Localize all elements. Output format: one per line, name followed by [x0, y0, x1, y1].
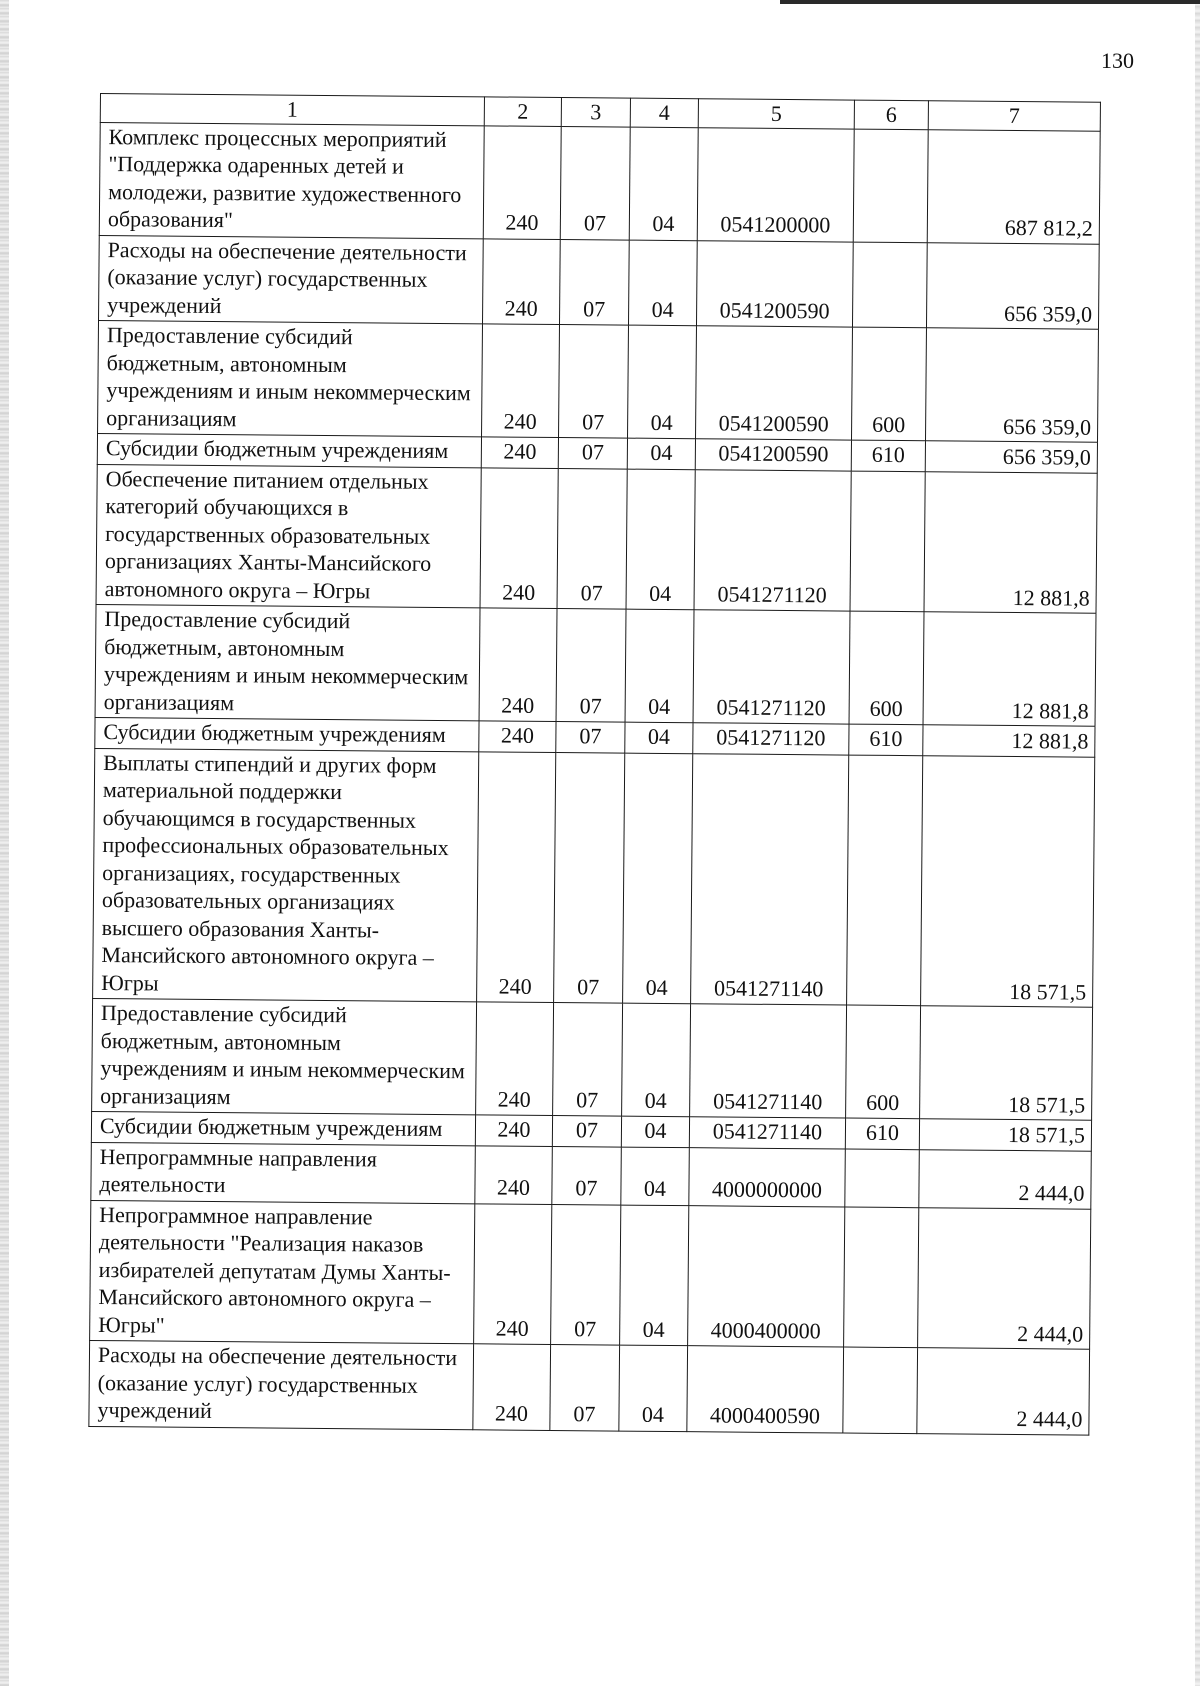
item-name: Субсидии бюджетным учреждениям: [95, 717, 479, 751]
amount-cell: 2 444,0: [917, 1348, 1090, 1435]
code-cell: 240: [479, 721, 556, 752]
code-cell: 240: [474, 1203, 552, 1344]
expense-type-cell: [843, 1347, 918, 1433]
code-cell: 240: [482, 324, 560, 438]
target-article-cell: 0541200000: [697, 127, 854, 241]
table-row: [89, 1340, 1090, 1434]
table-row: [93, 748, 1095, 1007]
item-name: Субсидии бюджетным учреждениям: [97, 433, 481, 467]
section-cell: 07: [550, 1344, 620, 1430]
section-cell: 07: [557, 468, 627, 609]
item-name: Предоставление субсидий бюджетным, автономным учреждениям и иным некоммерческим организациям: [98, 320, 483, 436]
expense-type-cell: [853, 129, 928, 243]
amount-cell: 12 881,8: [923, 725, 1095, 757]
subsection-cell: 04: [629, 127, 698, 241]
subsection-cell: 04: [625, 609, 694, 723]
code-cell: 240: [481, 437, 558, 468]
code-cell: 240: [477, 751, 556, 1002]
subsection-cell: 04: [620, 1205, 689, 1346]
section-cell: 07: [556, 609, 626, 723]
amount-cell: 656 359,0: [925, 441, 1097, 473]
subsection-cell: 04: [621, 1147, 690, 1206]
budget-table: [88, 93, 1101, 1435]
section-cell: 07: [560, 126, 630, 240]
section-cell: 07: [559, 325, 629, 439]
amount-cell: 18 571,5: [920, 1006, 1093, 1120]
table-row: [98, 320, 1099, 442]
target-article-cell: 4000000000: [689, 1147, 846, 1206]
item-name: Комплекс процессных мероприятий "Поддержка одаренных детей и молодежи, развитие художественного образования": [99, 122, 484, 238]
section-cell: 07: [559, 239, 629, 325]
target-article-cell: 0541271140: [689, 1117, 845, 1149]
column-header: 7: [928, 101, 1100, 131]
target-article-cell: 0541200590: [696, 240, 853, 327]
column-header: 6: [854, 100, 928, 129]
expense-type-cell: 600: [846, 1005, 921, 1119]
expense-type-cell: [852, 242, 927, 328]
subsection-cell: 04: [622, 1003, 691, 1117]
section-cell: 07: [552, 1146, 622, 1205]
column-header: 3: [561, 98, 630, 127]
subsection-cell: 04: [625, 722, 693, 753]
target-article-cell: 0541200590: [695, 439, 851, 471]
target-article-cell: 0541271120: [694, 469, 851, 611]
table-row: [99, 122, 1100, 244]
item-name: Предоставление субсидий бюджетным, автономным учреждениям и иным некоммерческим организациям: [95, 604, 480, 720]
amount-cell: 687 812,2: [927, 129, 1100, 243]
expense-type-cell: [850, 471, 925, 612]
code-cell: 240: [480, 467, 558, 608]
section-cell: 07: [551, 1204, 621, 1345]
code-cell: 240: [483, 125, 561, 239]
section-cell: 07: [552, 1115, 621, 1146]
item-name: Непрограммное направление деятельности "Реализация наказов избирателей депутатам Думы Ханты-Мансийского автономного округа – Югры": [90, 1200, 475, 1344]
subsection-cell: 04: [623, 753, 693, 1004]
subsection-cell: 04: [621, 1116, 689, 1147]
code-cell: 240: [475, 1145, 553, 1204]
target-article-cell: 0541271140: [690, 1004, 847, 1118]
item-name: Расходы на обеспечение деятельности (оказание услуг) государственных учреждений: [99, 235, 484, 324]
code-cell: 240: [475, 1115, 552, 1146]
scan-edge-top: [780, 0, 1200, 4]
column-header: 5: [698, 99, 854, 129]
expense-type-cell: [844, 1207, 919, 1348]
amount-cell: 656 359,0: [926, 242, 1099, 329]
subsection-cell: 04: [619, 1345, 688, 1431]
section-cell: 07: [558, 438, 627, 469]
page-number: 130: [1101, 48, 1134, 73]
target-article-cell: 0541271120: [693, 610, 850, 724]
code-cell: 240: [479, 608, 557, 722]
amount-cell: 12 881,8: [924, 471, 1097, 613]
scan-edge-right: [1195, 0, 1200, 1686]
expense-type-cell: 610: [851, 440, 925, 471]
item-name: Предоставление субсидий бюджетным, автономным учреждениям и иным некоммерческим организациям: [92, 998, 477, 1114]
expense-type-cell: [847, 755, 923, 1006]
column-header: 1: [100, 94, 484, 126]
amount-cell: 2 444,0: [919, 1149, 1091, 1208]
code-cell: 240: [483, 238, 561, 324]
expense-type-cell: 600: [849, 611, 924, 725]
section-cell: 07: [556, 722, 625, 753]
expense-type-cell: 600: [851, 327, 926, 441]
scan-edge-left: [0, 0, 9, 1686]
table-row: [91, 1142, 1091, 1209]
amount-cell: 12 881,8: [923, 612, 1096, 726]
subsection-cell: 04: [626, 469, 695, 610]
column-header: 4: [630, 98, 698, 127]
subsection-cell: 04: [627, 438, 695, 469]
table-row: [90, 1200, 1091, 1349]
amount-cell: 2 444,0: [918, 1207, 1091, 1349]
item-name: Выплаты стипендий и других форм материальной поддержки обучающимся в государственных профессиональных образовательных организациях, государственных образовательных организациях высшего образования Ханты-Мансийского автономного округа – Югры: [93, 748, 479, 1002]
item-name: Субсидии бюджетным учреждениям: [91, 1111, 475, 1145]
amount-cell: 656 359,0: [925, 328, 1098, 442]
target-article-cell: 0541271120: [693, 723, 849, 755]
item-name: Обеспечение питанием отдельных категорий обучающихся в государственных образовательных организациях Ханты-Мансийского автономного округа – Югры: [96, 464, 481, 608]
table-row: [99, 235, 1100, 329]
target-article-cell: 4000400000: [688, 1205, 845, 1347]
section-cell: 07: [553, 1002, 623, 1116]
target-article-cell: 4000400590: [687, 1346, 844, 1433]
code-cell: 240: [473, 1344, 551, 1430]
item-name: Непрограммные направления деятельности: [91, 1142, 475, 1203]
expense-type-cell: 610: [849, 724, 923, 755]
target-article-cell: 0541271140: [691, 753, 849, 1005]
table-row: [96, 464, 1097, 613]
table-row: [95, 604, 1096, 726]
item-name: Расходы на обеспечение деятельности (оказание услуг) государственных учреждений: [89, 1340, 474, 1429]
table-row: [92, 998, 1093, 1120]
amount-cell: 18 571,5: [921, 755, 1095, 1007]
amount-cell: 18 571,5: [919, 1119, 1091, 1151]
section-cell: 07: [554, 752, 625, 1003]
expense-type-cell: 610: [845, 1118, 919, 1149]
target-article-cell: 0541200590: [696, 326, 853, 440]
subsection-cell: 04: [628, 240, 697, 326]
code-cell: 240: [476, 1002, 554, 1116]
subsection-cell: 04: [628, 325, 697, 439]
column-header: 2: [484, 97, 561, 126]
expense-type-cell: [845, 1149, 920, 1208]
